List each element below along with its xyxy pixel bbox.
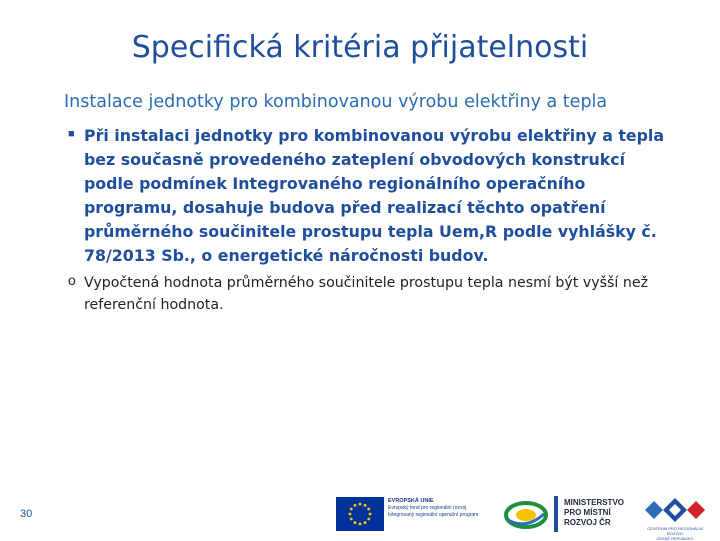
- slide-title: Specifická kritéria přijatelnosti: [131, 30, 589, 65]
- ministry-logo-icon: [554, 496, 562, 532]
- eu-text-line2: Evropský fond pro regionální rozvoj: [388, 505, 467, 511]
- bullet-sub: [68, 272, 668, 316]
- page-number: 30: [20, 508, 33, 520]
- ministry-text-block: [564, 498, 624, 528]
- circle-bullet-icon: o: [68, 272, 76, 288]
- crr-text-block: [640, 526, 710, 541]
- square-bullet-icon: ■: [68, 128, 75, 140]
- ministry-line2: PRO MÍSTNÍ: [564, 508, 611, 517]
- crr-line1: CENTRUM PRO REGIONÁLNÍ ROZVOJ: [647, 526, 703, 536]
- crr-logo-icon: [640, 496, 710, 526]
- eu-text-line1: EVROPSKÁ UNIE: [388, 498, 434, 504]
- ministry-line3: ROZVOJ ČR: [564, 518, 611, 527]
- bullet-sub-text: Vypočtená hodnota průměrného součinitele prostupu tepla nesmí být vyšší než referenční hodnota.: [84, 275, 649, 313]
- footer-logos: [336, 492, 720, 540]
- slide-subtitle: Instalace jednotky pro kombinovanou výrobu elektřiny a tepla: [64, 92, 608, 112]
- bullet-main: [68, 124, 668, 268]
- ministry-line1: MINISTERSTVO: [564, 498, 625, 507]
- crr-line2: ČESKÉ REPUBLIKY: [656, 536, 694, 541]
- eu-text-line3: Integrovaný regionální operační program: [388, 512, 479, 518]
- program-logo-icon: [504, 500, 548, 530]
- bullet-main-text: Při instalaci jednotky pro kombinovanou výrobu elektřiny a tepla bez současně provedeného zateplení obvodových konstrukcí podle podmínek Integrovaného regionálního operačního programu, dosahuje budova před realizací těchto opatření průměrného součinitele prostupu tepla Uem,R podle vyhlášky č. 78/2013 Sb., o energetické náročnosti budov.: [84, 126, 665, 265]
- eu-flag-icon: [336, 497, 384, 531]
